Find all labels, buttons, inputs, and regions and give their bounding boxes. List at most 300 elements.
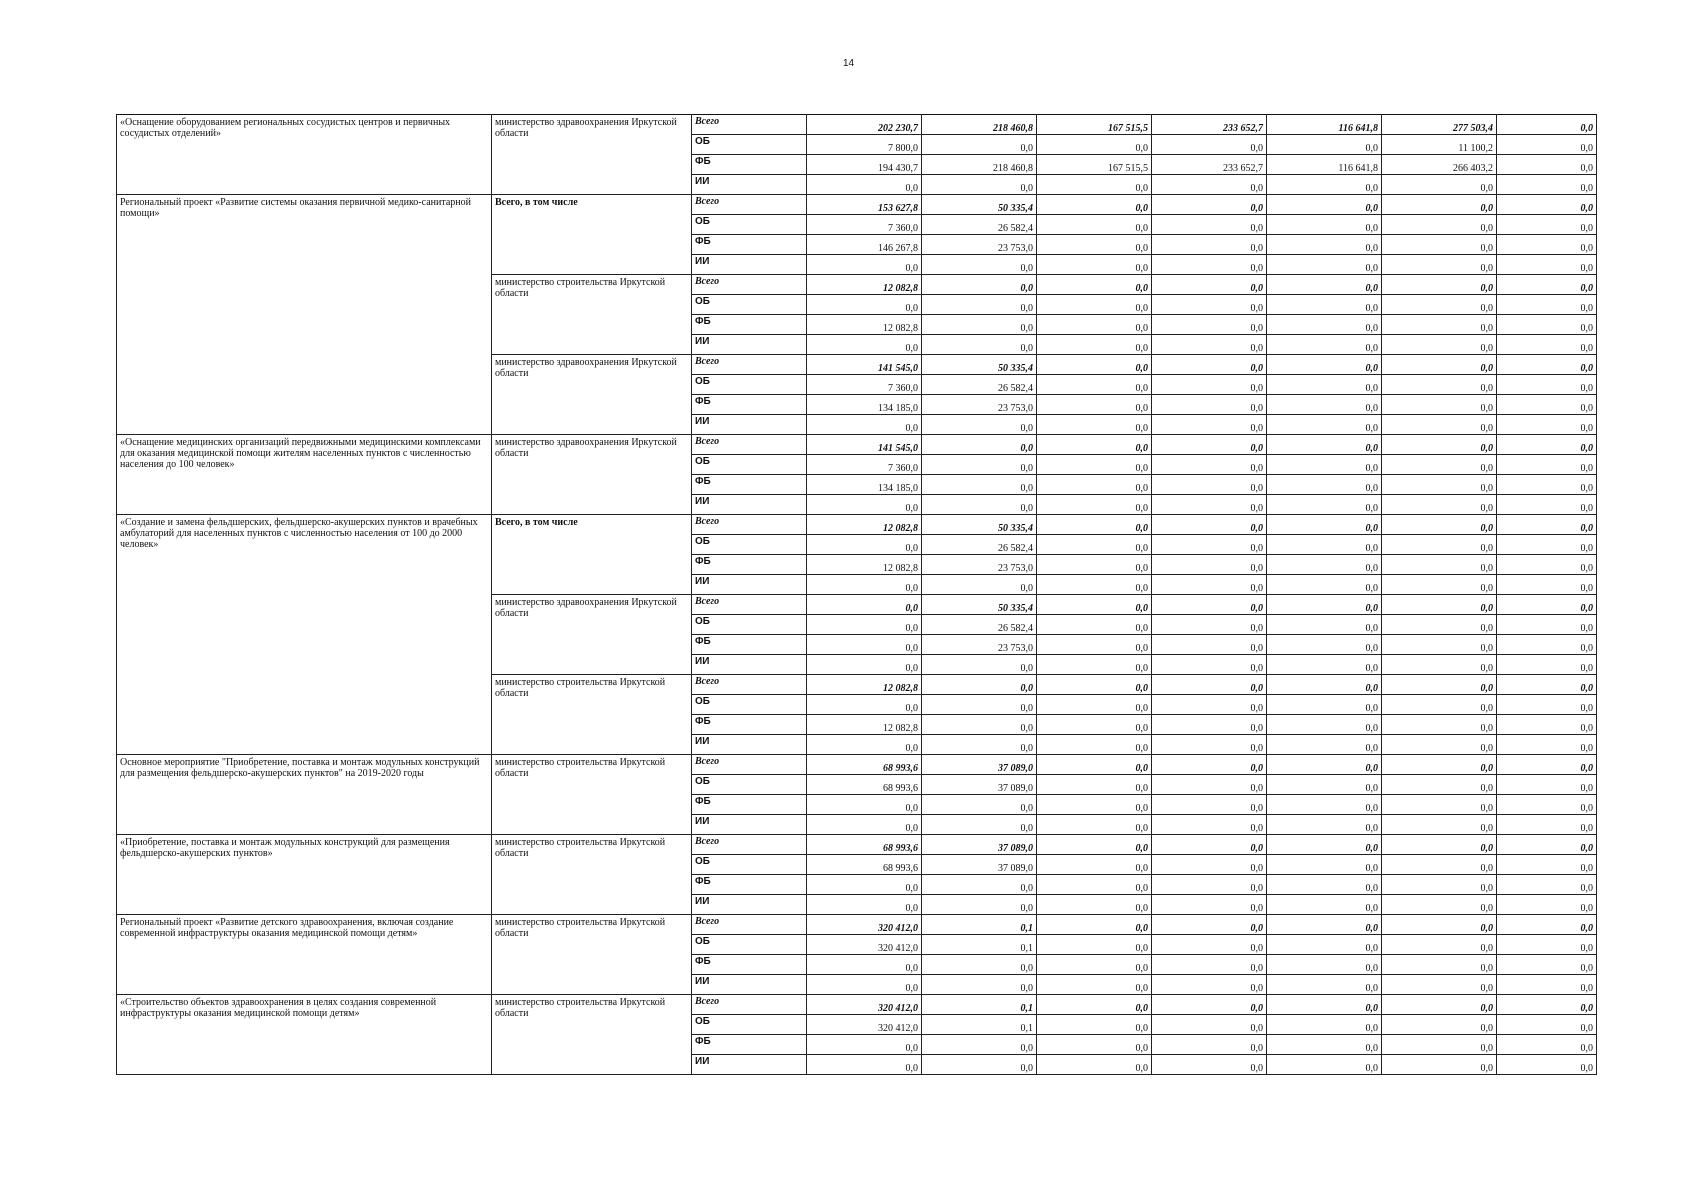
amount-cell: 0,0: [1152, 535, 1267, 555]
amount-cell: 0,0: [1152, 755, 1267, 775]
amount-cell: 0,0: [1497, 115, 1597, 135]
amount-cell: 11 100,2: [1382, 135, 1497, 155]
amount-cell: 0,0: [1267, 635, 1382, 655]
amount-cell: 0,0: [1267, 235, 1382, 255]
amount-cell: 153 627,8: [807, 195, 922, 215]
activity-name: «Оснащение медицинских организаций передвижными медицинскими комплексами для оказания медицинской помощи жителям населенных пунктов с численностью населения до 100 человек»: [117, 435, 492, 515]
amount-cell: 0,0: [1267, 895, 1382, 915]
amount-cell: 0,0: [1152, 935, 1267, 955]
amount-cell: 0,0: [1497, 575, 1597, 595]
amount-cell: 0,0: [1037, 1055, 1152, 1075]
amount-cell: 0,0: [1152, 495, 1267, 515]
executor-cell: министерство строительства Иркутской области: [492, 835, 692, 915]
amount-cell: 0,0: [1152, 215, 1267, 235]
activity-name: Региональный проект «Развитие системы оказания первичной медико-санитарной помощи»: [117, 195, 492, 435]
amount-cell: 0,0: [1152, 515, 1267, 535]
amount-cell: 0,0: [1382, 395, 1497, 415]
amount-cell: 0,0: [1152, 815, 1267, 835]
amount-cell: 0,0: [1497, 555, 1597, 575]
amount-cell: 0,0: [1037, 995, 1152, 1015]
amount-cell: 0,0: [1497, 195, 1597, 215]
amount-cell: 37 089,0: [922, 755, 1037, 775]
amount-cell: 0,0: [1267, 955, 1382, 975]
amount-cell: 0,0: [1497, 935, 1597, 955]
executor-cell: министерство здравоохранения Иркутской области: [492, 595, 692, 675]
amount-cell: 0,0: [1267, 455, 1382, 475]
amount-cell: 50 335,4: [922, 355, 1037, 375]
amount-cell: 0,0: [1267, 875, 1382, 895]
amount-cell: 0,0: [1267, 795, 1382, 815]
amount-cell: 0,0: [1037, 135, 1152, 155]
executor-cell: министерство здравоохранения Иркутской области: [492, 435, 692, 515]
amount-cell: 0,0: [1037, 375, 1152, 395]
amount-cell: 50 335,4: [922, 595, 1037, 615]
amount-cell: 0,0: [1267, 995, 1382, 1015]
amount-cell: 0,0: [1267, 255, 1382, 275]
amount-cell: 68 993,6: [807, 835, 922, 855]
amount-cell: 0,0: [922, 955, 1037, 975]
amount-cell: 0,0: [1497, 655, 1597, 675]
funding-source-cell: ФБ: [692, 155, 807, 175]
amount-cell: 0,0: [1037, 835, 1152, 855]
funding-source-cell: Всего: [692, 675, 807, 695]
amount-cell: 0,0: [1152, 955, 1267, 975]
amount-cell: 218 460,8: [922, 155, 1037, 175]
amount-cell: 0,0: [922, 315, 1037, 335]
table-row: [117, 515, 1597, 535]
funding-source-cell: ОБ: [692, 855, 807, 875]
amount-cell: 0,0: [1152, 995, 1267, 1015]
amount-cell: 0,0: [1037, 195, 1152, 215]
amount-cell: 0,0: [1497, 475, 1597, 495]
amount-cell: 0,0: [1037, 355, 1152, 375]
amount-cell: 0,0: [1497, 415, 1597, 435]
amount-cell: 0,0: [1037, 435, 1152, 455]
funding-source-cell: ФБ: [692, 955, 807, 975]
amount-cell: 0,0: [1382, 775, 1497, 795]
amount-cell: 12 082,8: [807, 315, 922, 335]
amount-cell: 0,0: [1497, 155, 1597, 175]
amount-cell: 0,0: [1152, 1035, 1267, 1055]
amount-cell: 0,0: [1497, 995, 1597, 1015]
amount-cell: 0,0: [922, 655, 1037, 675]
amount-cell: 0,0: [1267, 535, 1382, 555]
amount-cell: 0,0: [922, 735, 1037, 755]
amount-cell: 0,0: [1267, 715, 1382, 735]
executor-cell: министерство здравоохранения Иркутской области: [492, 355, 692, 435]
amount-cell: 68 993,6: [807, 855, 922, 875]
amount-cell: 0,0: [1037, 235, 1152, 255]
amount-cell: 0,0: [1497, 715, 1597, 735]
amount-cell: 0,0: [1037, 655, 1152, 675]
amount-cell: 0,0: [922, 335, 1037, 355]
amount-cell: 23 753,0: [922, 635, 1037, 655]
amount-cell: 0,0: [807, 635, 922, 655]
amount-cell: 0,0: [1382, 575, 1497, 595]
amount-cell: 26 582,4: [922, 615, 1037, 635]
executor-cell: министерство строительства Иркутской области: [492, 755, 692, 835]
funding-source-cell: ОБ: [692, 215, 807, 235]
amount-cell: 0,0: [922, 715, 1037, 735]
amount-cell: 0,0: [1267, 675, 1382, 695]
activity-name: «Строительство объектов здравоохранения в целях создания современной инфраструктуры оказания медицинской помощи детям»: [117, 995, 492, 1075]
amount-cell: 0,0: [1267, 655, 1382, 675]
amount-cell: 26 582,4: [922, 375, 1037, 395]
amount-cell: 0,0: [1382, 955, 1497, 975]
amount-cell: 0,0: [1267, 1055, 1382, 1075]
executor-cell: министерство строительства Иркутской области: [492, 675, 692, 755]
amount-cell: 0,0: [922, 275, 1037, 295]
amount-cell: 7 800,0: [807, 135, 922, 155]
amount-cell: 0,0: [1152, 395, 1267, 415]
amount-cell: 0,1: [922, 995, 1037, 1015]
amount-cell: 0,0: [1382, 835, 1497, 855]
amount-cell: 0,0: [1382, 275, 1497, 295]
amount-cell: 0,0: [1267, 275, 1382, 295]
funding-source-cell: ИИ: [692, 335, 807, 355]
amount-cell: 0,0: [1037, 575, 1152, 595]
amount-cell: 0,0: [1382, 235, 1497, 255]
executor-cell: министерство строительства Иркутской области: [492, 995, 692, 1075]
amount-cell: 0,0: [1037, 735, 1152, 755]
amount-cell: 0,0: [1382, 615, 1497, 635]
amount-cell: 0,0: [1382, 1035, 1497, 1055]
amount-cell: 0,0: [1152, 875, 1267, 895]
amount-cell: 0,0: [1037, 395, 1152, 415]
amount-cell: 0,0: [1037, 935, 1152, 955]
amount-cell: 0,0: [1267, 935, 1382, 955]
amount-cell: 0,0: [1382, 795, 1497, 815]
amount-cell: 0,0: [1497, 515, 1597, 535]
amount-cell: 0,0: [1037, 175, 1152, 195]
amount-cell: 0,0: [1037, 415, 1152, 435]
amount-cell: 50 335,4: [922, 515, 1037, 535]
amount-cell: 0,0: [807, 615, 922, 635]
amount-cell: 0,0: [1152, 595, 1267, 615]
amount-cell: 0,0: [922, 675, 1037, 695]
amount-cell: 0,0: [922, 575, 1037, 595]
funding-source-cell: ИИ: [692, 815, 807, 835]
amount-cell: 0,0: [1267, 395, 1382, 415]
amount-cell: 0,0: [1037, 315, 1152, 335]
amount-cell: 0,0: [1152, 975, 1267, 995]
amount-cell: 0,1: [922, 1015, 1037, 1035]
amount-cell: 0,0: [807, 255, 922, 275]
amount-cell: 0,0: [1152, 1055, 1267, 1075]
amount-cell: 0,0: [1267, 475, 1382, 495]
amount-cell: 116 641,8: [1267, 155, 1382, 175]
amount-cell: 0,0: [1382, 975, 1497, 995]
amount-cell: 37 089,0: [922, 775, 1037, 795]
amount-cell: 0,0: [1037, 595, 1152, 615]
amount-cell: 7 360,0: [807, 455, 922, 475]
amount-cell: 0,0: [1267, 435, 1382, 455]
amount-cell: 0,0: [1497, 1035, 1597, 1055]
activity-name: «Создание и замена фельдшерских, фельдшерско-акушерских пунктов и врачебных амбулаторий для населенных пунктов с численностью населения от 100 до 2000 человек»: [117, 515, 492, 755]
amount-cell: 0,0: [807, 595, 922, 615]
amount-cell: 0,0: [1152, 655, 1267, 675]
amount-cell: 0,0: [807, 415, 922, 435]
amount-cell: 0,0: [1382, 415, 1497, 435]
amount-cell: 0,0: [1267, 295, 1382, 315]
funding-source-cell: Всего: [692, 515, 807, 535]
funding-source-cell: ФБ: [692, 795, 807, 815]
amount-cell: 0,0: [1497, 295, 1597, 315]
amount-cell: 0,0: [1152, 835, 1267, 855]
amount-cell: 0,0: [922, 255, 1037, 275]
funding-source-cell: ОБ: [692, 135, 807, 155]
funding-source-cell: ОБ: [692, 375, 807, 395]
amount-cell: 0,0: [1267, 1035, 1382, 1055]
amount-cell: 68 993,6: [807, 755, 922, 775]
amount-cell: 0,0: [1037, 255, 1152, 275]
funding-source-cell: Всего: [692, 595, 807, 615]
funding-source-cell: Всего: [692, 115, 807, 135]
amount-cell: 0,0: [1267, 315, 1382, 335]
amount-cell: 0,0: [807, 975, 922, 995]
table-row: [117, 755, 1597, 775]
amount-cell: 0,0: [1152, 735, 1267, 755]
amount-cell: 0,0: [1497, 975, 1597, 995]
amount-cell: 0,0: [1382, 375, 1497, 395]
amount-cell: 50 335,4: [922, 195, 1037, 215]
amount-cell: 0,0: [1497, 255, 1597, 275]
amount-cell: 0,0: [922, 495, 1037, 515]
amount-cell: 0,0: [807, 875, 922, 895]
amount-cell: 0,0: [807, 1055, 922, 1075]
amount-cell: 0,0: [922, 175, 1037, 195]
amount-cell: 0,0: [1382, 935, 1497, 955]
amount-cell: 0,0: [1037, 695, 1152, 715]
amount-cell: 0,0: [1382, 915, 1497, 935]
amount-cell: 68 993,6: [807, 775, 922, 795]
amount-cell: 0,0: [807, 815, 922, 835]
amount-cell: 0,0: [1267, 855, 1382, 875]
executor-cell: Всего, в том числе: [492, 195, 692, 275]
amount-cell: 0,0: [1152, 915, 1267, 935]
amount-cell: 0,0: [1152, 795, 1267, 815]
funding-source-cell: Всего: [692, 195, 807, 215]
funding-source-cell: ФБ: [692, 555, 807, 575]
amount-cell: 277 503,4: [1382, 115, 1497, 135]
amount-cell: 0,0: [1497, 735, 1597, 755]
amount-cell: 0,0: [807, 575, 922, 595]
amount-cell: 0,0: [807, 795, 922, 815]
funding-source-cell: ИИ: [692, 975, 807, 995]
activity-name: «Приобретение, поставка и монтаж модульных конструкций для размещения фельдшерско-акушерских пунктов»: [117, 835, 492, 915]
amount-cell: 0,0: [1382, 715, 1497, 735]
amount-cell: 134 185,0: [807, 395, 922, 415]
amount-cell: 0,0: [807, 295, 922, 315]
amount-cell: 0,0: [1497, 395, 1597, 415]
amount-cell: 0,0: [1152, 275, 1267, 295]
amount-cell: 146 267,8: [807, 235, 922, 255]
funding-source-cell: ФБ: [692, 315, 807, 335]
table-row: [117, 835, 1597, 855]
amount-cell: 0,0: [1267, 415, 1382, 435]
amount-cell: 0,0: [1382, 535, 1497, 555]
amount-cell: 0,0: [1267, 835, 1382, 855]
amount-cell: 0,1: [922, 915, 1037, 935]
amount-cell: 12 082,8: [807, 515, 922, 535]
amount-cell: 0,0: [807, 335, 922, 355]
amount-cell: 0,0: [922, 1035, 1037, 1055]
amount-cell: 0,0: [1267, 595, 1382, 615]
amount-cell: 7 360,0: [807, 375, 922, 395]
funding-source-cell: ОБ: [692, 455, 807, 475]
amount-cell: 0,0: [922, 295, 1037, 315]
amount-cell: 0,0: [1037, 275, 1152, 295]
amount-cell: 0,0: [1152, 855, 1267, 875]
amount-cell: 0,0: [1152, 575, 1267, 595]
amount-cell: 0,0: [922, 695, 1037, 715]
amount-cell: 0,0: [1152, 555, 1267, 575]
funding-source-cell: ИИ: [692, 1055, 807, 1075]
amount-cell: 0,0: [922, 975, 1037, 995]
amount-cell: 0,0: [1382, 635, 1497, 655]
amount-cell: 0,0: [1382, 595, 1497, 615]
amount-cell: 12 082,8: [807, 555, 922, 575]
amount-cell: 0,0: [1267, 755, 1382, 775]
amount-cell: 134 185,0: [807, 475, 922, 495]
amount-cell: 0,0: [1497, 635, 1597, 655]
table-row: [117, 115, 1597, 135]
amount-cell: 12 082,8: [807, 715, 922, 735]
amount-cell: 0,0: [1497, 355, 1597, 375]
funding-source-cell: ФБ: [692, 1035, 807, 1055]
amount-cell: 0,0: [807, 535, 922, 555]
amount-cell: 0,0: [1037, 495, 1152, 515]
amount-cell: 0,0: [1497, 375, 1597, 395]
amount-cell: 0,0: [1382, 815, 1497, 835]
amount-cell: 0,0: [1037, 715, 1152, 735]
amount-cell: 0,0: [1037, 775, 1152, 795]
funding-source-cell: Всего: [692, 995, 807, 1015]
funding-source-cell: ОБ: [692, 615, 807, 635]
funding-source-cell: ФБ: [692, 875, 807, 895]
amount-cell: 0,0: [1382, 295, 1497, 315]
amount-cell: 0,0: [1037, 555, 1152, 575]
funding-source-cell: ОБ: [692, 935, 807, 955]
amount-cell: 0,0: [1382, 995, 1497, 1015]
amount-cell: 12 082,8: [807, 675, 922, 695]
amount-cell: 0,0: [1497, 595, 1597, 615]
amount-cell: 0,0: [1382, 875, 1497, 895]
funding-source-cell: ИИ: [692, 655, 807, 675]
amount-cell: 0,0: [1267, 915, 1382, 935]
amount-cell: 0,0: [1152, 895, 1267, 915]
amount-cell: 0,0: [1267, 1015, 1382, 1035]
amount-cell: 37 089,0: [922, 855, 1037, 875]
amount-cell: 320 412,0: [807, 995, 922, 1015]
amount-cell: 0,0: [1382, 1015, 1497, 1035]
amount-cell: 0,0: [1152, 775, 1267, 795]
amount-cell: 0,0: [1497, 615, 1597, 635]
amount-cell: 0,0: [1382, 675, 1497, 695]
amount-cell: 0,0: [1382, 475, 1497, 495]
amount-cell: 0,0: [1382, 515, 1497, 535]
funding-source-cell: Всего: [692, 835, 807, 855]
amount-cell: 0,0: [1152, 195, 1267, 215]
amount-cell: 0,0: [1382, 655, 1497, 675]
amount-cell: 0,0: [1382, 175, 1497, 195]
amount-cell: 0,0: [1152, 315, 1267, 335]
amount-cell: 0,0: [1152, 375, 1267, 395]
funding-source-cell: ИИ: [692, 415, 807, 435]
amount-cell: 0,0: [1152, 695, 1267, 715]
amount-cell: 0,0: [1267, 575, 1382, 595]
amount-cell: 0,0: [1152, 295, 1267, 315]
amount-cell: 0,0: [1152, 355, 1267, 375]
budget-table: [116, 114, 1597, 1075]
amount-cell: 0,0: [1382, 215, 1497, 235]
amount-cell: 0,0: [1497, 135, 1597, 155]
amount-cell: 0,0: [1382, 1055, 1497, 1075]
amount-cell: 37 089,0: [922, 835, 1037, 855]
amount-cell: 0,0: [922, 475, 1037, 495]
amount-cell: 0,0: [1037, 855, 1152, 875]
amount-cell: 0,0: [1497, 915, 1597, 935]
amount-cell: 194 430,7: [807, 155, 922, 175]
amount-cell: 0,0: [1267, 735, 1382, 755]
amount-cell: 0,0: [1497, 1015, 1597, 1035]
amount-cell: 0,0: [1037, 635, 1152, 655]
amount-cell: 0,0: [1152, 135, 1267, 155]
funding-source-cell: ИИ: [692, 495, 807, 515]
funding-source-cell: ИИ: [692, 735, 807, 755]
amount-cell: 0,0: [807, 955, 922, 975]
amount-cell: 0,0: [1267, 355, 1382, 375]
amount-cell: 0,0: [1497, 275, 1597, 295]
amount-cell: 0,0: [1497, 495, 1597, 515]
amount-cell: 0,0: [922, 815, 1037, 835]
funding-source-cell: ОБ: [692, 775, 807, 795]
amount-cell: 0,0: [1267, 215, 1382, 235]
amount-cell: 233 652,7: [1152, 115, 1267, 135]
amount-cell: 167 515,5: [1037, 115, 1152, 135]
amount-cell: 0,0: [1037, 975, 1152, 995]
amount-cell: 0,0: [1152, 1015, 1267, 1035]
amount-cell: 0,0: [1037, 535, 1152, 555]
amount-cell: 0,0: [1037, 1015, 1152, 1035]
amount-cell: 0,0: [1037, 755, 1152, 775]
amount-cell: 0,0: [1037, 1035, 1152, 1055]
amount-cell: 0,0: [1037, 295, 1152, 315]
amount-cell: 0,0: [1382, 335, 1497, 355]
amount-cell: 141 545,0: [807, 355, 922, 375]
table-row: [117, 435, 1597, 455]
amount-cell: 0,0: [1037, 475, 1152, 495]
amount-cell: 0,0: [922, 875, 1037, 895]
amount-cell: 0,0: [1152, 175, 1267, 195]
amount-cell: 0,0: [1152, 475, 1267, 495]
amount-cell: 7 360,0: [807, 215, 922, 235]
amount-cell: 0,0: [1037, 915, 1152, 935]
amount-cell: 320 412,0: [807, 1015, 922, 1035]
amount-cell: 0,0: [1497, 535, 1597, 555]
executor-cell: Всего, в том числе: [492, 515, 692, 595]
amount-cell: 0,0: [1152, 255, 1267, 275]
amount-cell: 0,0: [1497, 335, 1597, 355]
amount-cell: 0,0: [1497, 455, 1597, 475]
amount-cell: 0,0: [1152, 415, 1267, 435]
executor-cell: министерство строительства Иркутской области: [492, 915, 692, 995]
amount-cell: 0,0: [1382, 895, 1497, 915]
funding-source-cell: ОБ: [692, 1015, 807, 1035]
funding-source-cell: Всего: [692, 275, 807, 295]
amount-cell: 0,0: [1267, 515, 1382, 535]
amount-cell: 0,0: [1382, 495, 1497, 515]
